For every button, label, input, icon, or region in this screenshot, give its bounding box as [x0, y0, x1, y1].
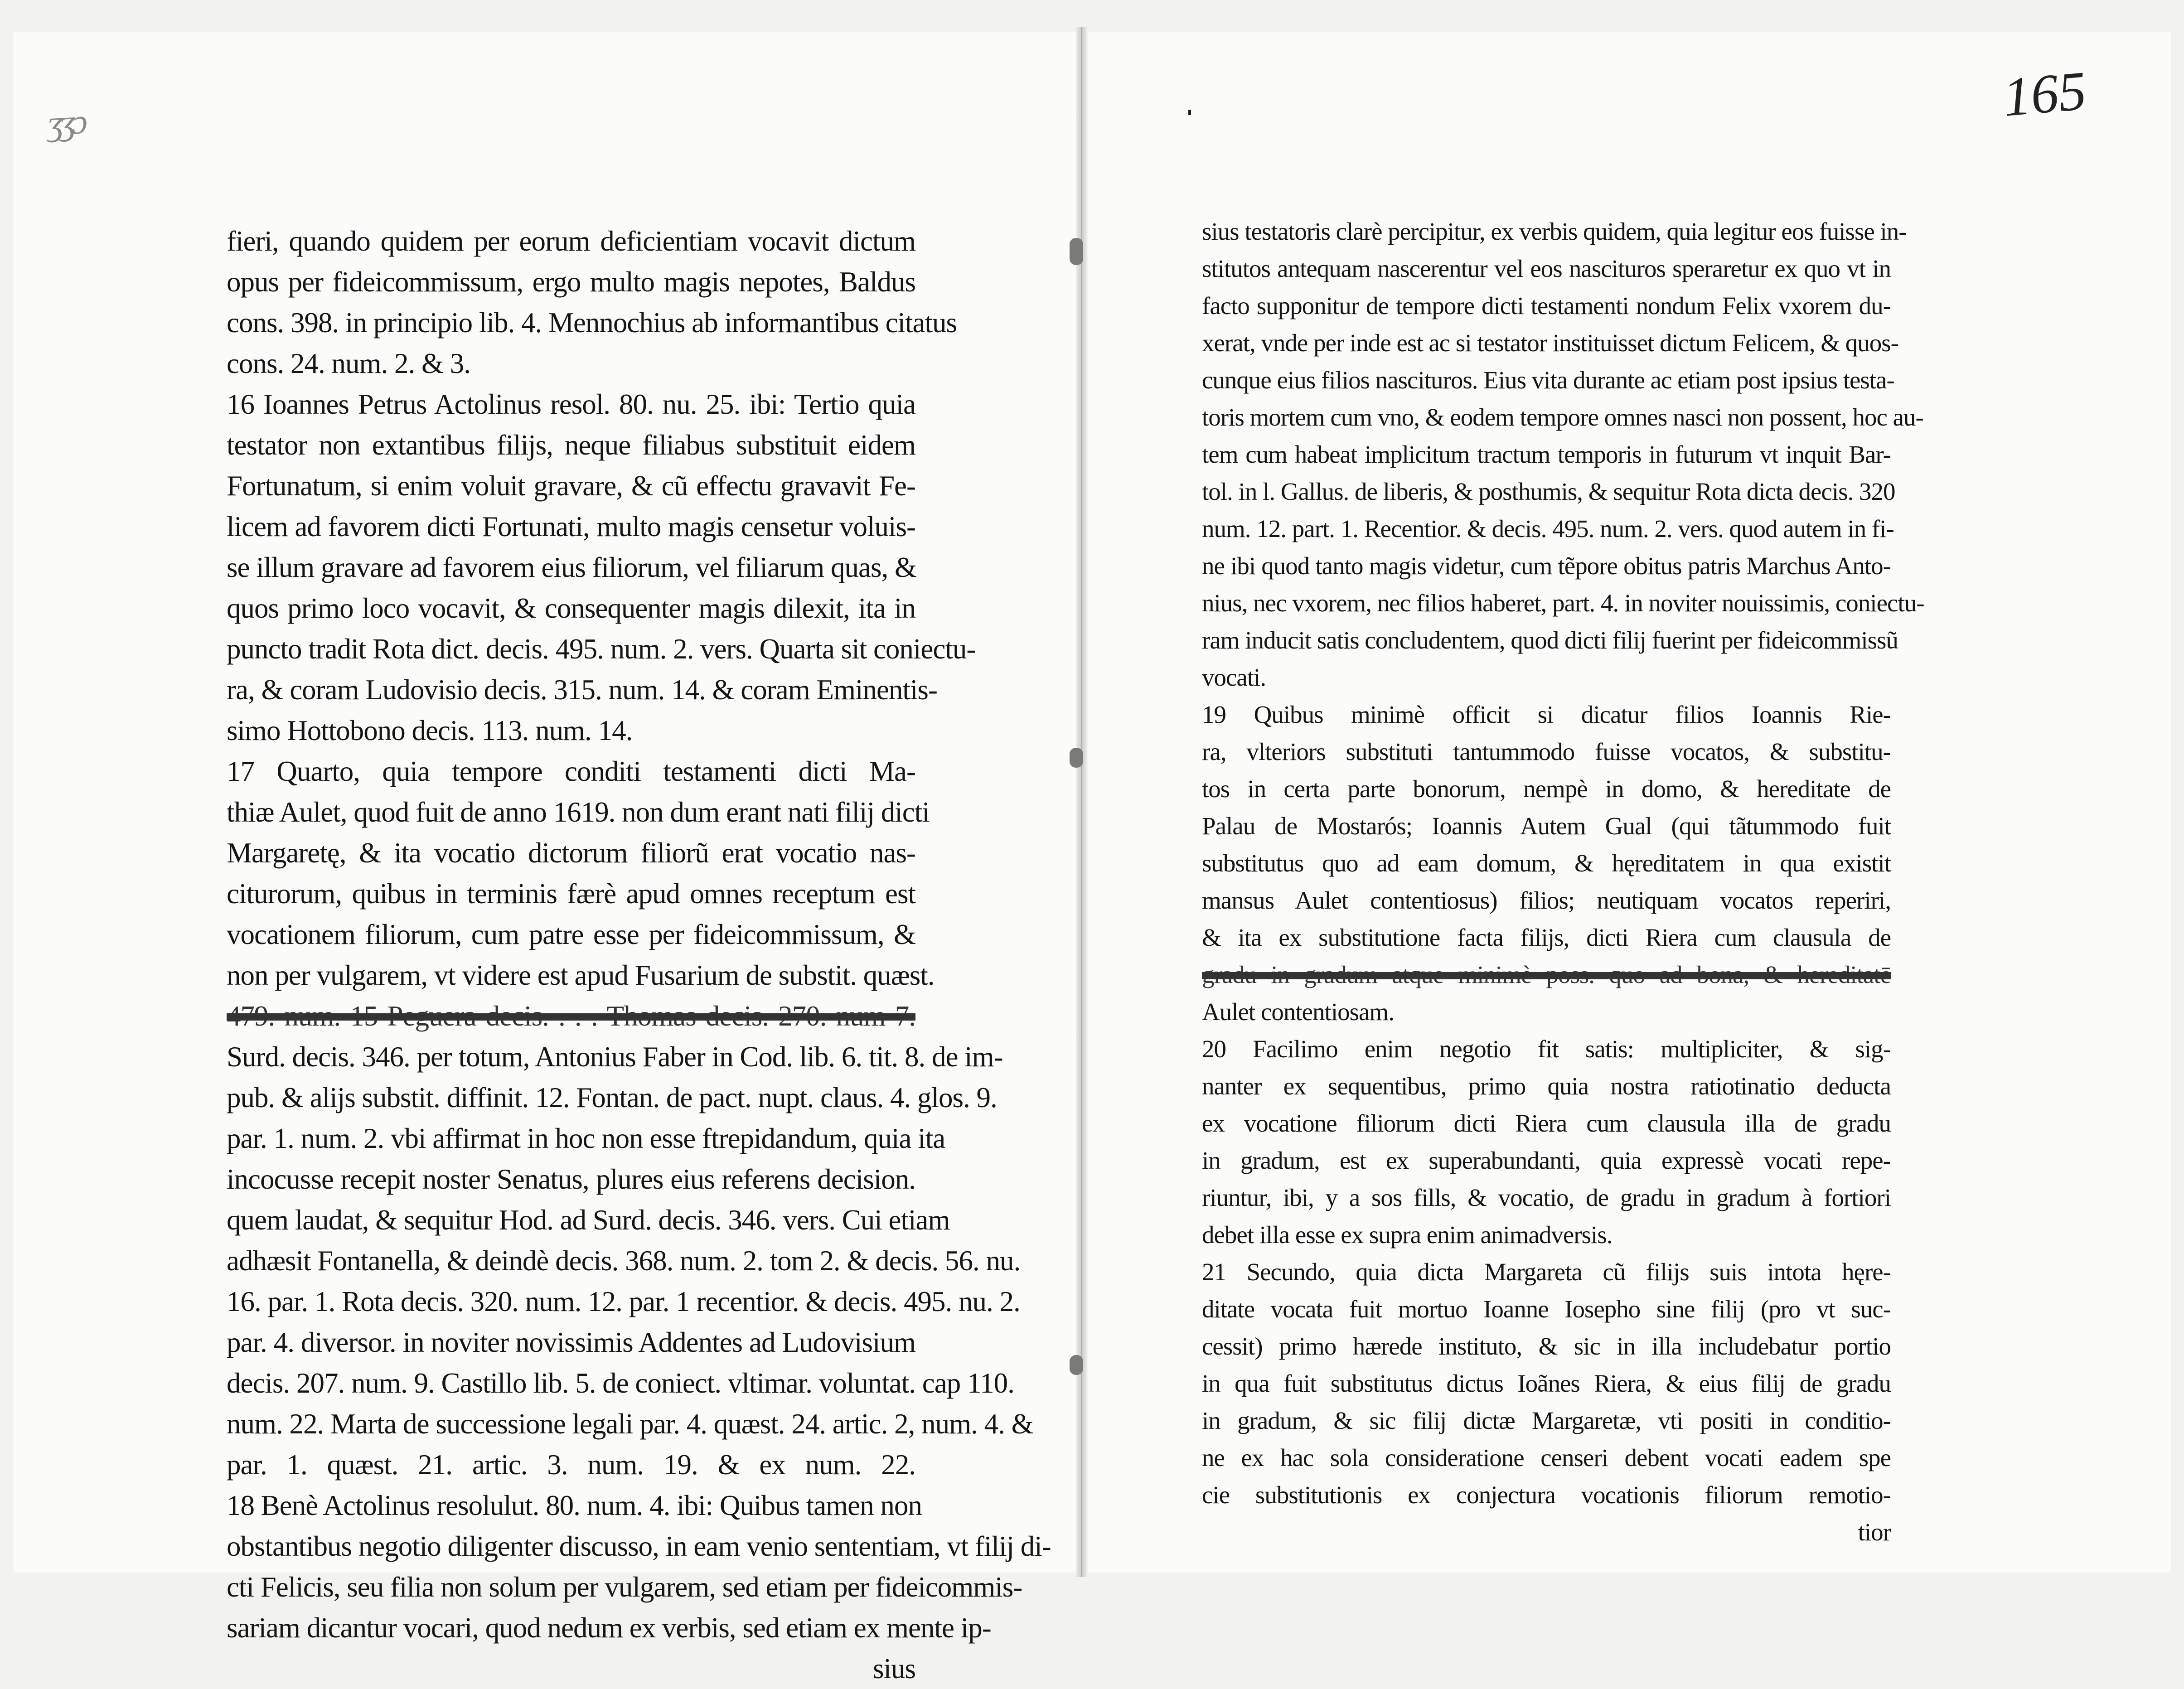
text-line: tem cum habeat implicitum tractum temporis in futurum vt inquit Bar-: [1202, 440, 1891, 468]
text-line: nanter ex sequentibus, primo quia nostra ratiotinatio deducta: [1202, 1072, 1891, 1100]
text-line: cie substitutionis ex conjectura vocationis filiorum remotio-: [1202, 1481, 1891, 1509]
text-line: cti Felicis, seu filia non solum per vulgarem, sed etiam per fideicommis-: [227, 1571, 1022, 1603]
text-line: sariam dicantur vocari, quod nedum ex verbis, sed etiam ex mente ip-: [227, 1612, 991, 1644]
text-line: gradu in gradum atque minimè poss. quo ad bona, & hereditatē: [1202, 961, 1891, 988]
text-line: & ita ex substitutione facta filijs, dicti Riera cum clausula de: [1202, 924, 1891, 951]
page-dot-mark: [1188, 110, 1191, 115]
text-line: cons. 398. in principio lib. 4. Mennochius ab informantibus citatus: [227, 307, 957, 339]
text-line: citurorum, quibus in terminis færè apud omnes receptum est: [227, 878, 915, 910]
text-line: 16 Ioannes Petrus Actolinus resol. 80. nu. 25. ibi: Tertio quia: [227, 388, 915, 420]
corner-marginal-note: ʒʒɔ: [46, 101, 85, 143]
folio-number: 165: [2000, 60, 2089, 128]
text-line: substitutus quo ad eam domum, & hęreditatem in qua existit: [1202, 849, 1891, 877]
text-line: quem laudat, & sequitur Hod. ad Surd. decis. 346. vers. Cui etiam: [227, 1204, 950, 1236]
text-line: cessit) primo hærede instituto, & sic in illa includebatur portio: [1202, 1332, 1891, 1360]
text-line: obstantibus negotio diligenter discusso, in eam venio sententiam, vt filij di-: [227, 1530, 1051, 1562]
text-line: mansus Aulet contentiosus) filios; neutiquam vocatos reperiri,: [1202, 886, 1891, 914]
text-line: opus per fideicommissum, ergo multo magis nepotes, Baldus: [227, 266, 915, 298]
text-line: vocationem filiorum, cum patre esse per fideicommissum, &: [227, 919, 915, 950]
text-line: sius testatoris clarè percipitur, ex verbis quidem, quia legitur eos fuisse in-: [1202, 218, 1907, 245]
text-line: ditate vocata fuit mortuo Ioanne Iosepho sine filij (pro vt suc-: [1202, 1295, 1891, 1323]
text-line: facto supponitur de tempore dicti testamenti nondum Felix vxorem du-: [1202, 292, 1891, 319]
text-line: ra, vlteriors substituti tantummodo fuisse vocatos, & substitu-: [1202, 738, 1891, 765]
text-line: debet illa esse ex supra enim animadversis.: [1202, 1221, 1613, 1249]
text-line: par. 1. quæst. 21. artic. 3. num. 19. & ex num. 22.: [227, 1449, 915, 1481]
text-line: nius, nec vxorem, nec filios haberet, part. 4. in noviter nouissimis, coniectu-: [1202, 589, 1924, 617]
text-line: xerat, vnde per inde est ac si testator instituisset dictum Felicem, & quos-: [1202, 329, 1898, 357]
text-line: stitutos antequam nascerentur vel eos nascituros speraretur ex quo vt in: [1202, 255, 1891, 282]
text-line: non per vulgarem, vt videre est apud Fusarium de substit. quæst.: [227, 959, 935, 991]
text-line: Aulet contentiosam.: [1202, 998, 1394, 1026]
text-line: ra, & coram Ludovisio decis. 315. num. 14. & coram Eminentis-: [227, 674, 937, 706]
text-line: thiæ Aulet, quod fuit de anno 1619. non dum erant nati filij dicti: [227, 796, 930, 828]
text-line: quos primo loco vocavit, & consequenter magis dilexit, ita in: [227, 592, 915, 624]
text-line: Fortunatum, si enim voluit gravare, & cũ effectu gravavit Fe-: [227, 470, 915, 502]
binding-mark: [1070, 238, 1083, 265]
text-line: num. 22. Marta de successione legali par. 4. quæst. 24. artic. 2, num. 4. &: [227, 1408, 1033, 1440]
text-line: vocati.: [1202, 663, 1266, 691]
text-line: par. 1. num. 2. vbi affirmat in hoc non esse ftrepidandum, quia ita: [227, 1123, 945, 1154]
text-line: Surd. decis. 346. per totum, Antonius Faber in Cod. lib. 6. tit. 8. de im-: [227, 1041, 1003, 1073]
text-line: 21 Secundo, quia dicta Margareta cũ filijs suis intota hęre-: [1202, 1258, 1891, 1286]
text-line: simo Hottobono decis. 113. num. 14.: [227, 715, 633, 746]
text-line: toris mortem cum vno, & eodem tempore omnes nasci non possent, hoc au-: [1202, 403, 1923, 431]
binding-mark: [1070, 748, 1083, 768]
text-line: ex vocatione filiorum dicti Riera cum clausula illa de gradu: [1202, 1109, 1891, 1137]
left-text-column: [227, 221, 1051, 1684]
text-line: testator non extantibus filijs, neque filiabus substituit eidem: [227, 429, 915, 461]
text-line: in qua fuit substitutus dictus Ioãnes Riera, & eius filij de gradu: [1202, 1370, 1891, 1397]
text-line: riuntur, ibi, y a sos fills, & vocatio, de gradu in gradum à fortiori: [1202, 1184, 1891, 1211]
text-line: pub. & alijs substit. diffinit. 12. Fontan. de pact. nupt. claus. 4. glos. 9.: [227, 1082, 997, 1113]
text-line: cunque eius filios nascituros. Eius vita durante ac etiam post ipsius testa-: [1202, 366, 1894, 394]
text-line: in gradum, est ex superabundanti, quia expressè vocati repe-: [1202, 1147, 1891, 1174]
text-line: incocusse recepit noster Senatus, plures eius referens decision.: [227, 1163, 915, 1195]
text-line: ne ibi quod tanto magis videtur, cum tẽpore obitus patris Marchus Anto-: [1202, 552, 1891, 580]
text-line: cons. 24. num. 2. & 3.: [227, 348, 470, 379]
text-line: fieri, quando quidem per eorum deficientiam vocavit dictum: [227, 225, 915, 257]
text-line: 17 Quarto, quia tempore conditi testamenti dicti Ma-: [227, 755, 915, 787]
text-line: adhæsit Fontanella, & deindè decis. 368. num. 2. tom 2. & decis. 56. nu.: [227, 1245, 1021, 1277]
text-line: 19 Quibus minimè officit si dicatur filios Ioannis Rie-: [1202, 701, 1891, 728]
text-line: 18 Benè Actolinus resolulut. 80. num. 4. ibi: Quibus tamen non: [227, 1490, 922, 1521]
text-line: tol. in l. Gallus. de liberis, & posthumis, & sequitur Rota dicta decis. 320: [1202, 478, 1895, 505]
text-line: se illum gravare ad favorem eius filiorum, vel filiarum quas, &: [227, 552, 917, 583]
text-line: par. 4. diversor. in noviter novissimis Addentes ad Ludovisium: [227, 1326, 915, 1358]
right-text-column: [1202, 213, 1924, 1546]
text-line: licem ad favorem dicti Fortunati, multo magis censetur voluis-: [227, 511, 915, 542]
text-line: 16. par. 1. Rota decis. 320. num. 12. par. 1 recentior. & decis. 495. nu. 2.: [227, 1286, 1020, 1317]
text-line: Margaretę, & ita vocatio dictorum filiorũ erat vocatio nas-: [227, 837, 915, 869]
text-line: 20 Facilimo enim negotio fit satis: multipliciter, & sig-: [1202, 1035, 1891, 1063]
text-line: num. 12. part. 1. Recentior. & decis. 495. num. 2. vers. quod autem in fi-: [1202, 515, 1894, 542]
text-line: 479. num. 15 Peguera decis. . . . Thomas decis. 270. num 7.: [227, 1000, 915, 1032]
text-line: Palau de Mostarós; Ioannis Autem Gual (qui tãtummodo fuit: [1202, 812, 1891, 840]
text-line: decis. 207. num. 9. Castillo lib. 5. de coniect. vltimar. voluntat. cap 110.: [227, 1367, 1014, 1399]
text-line: ne ex hac sola consideratione censeri debent vocati eadem spe: [1202, 1444, 1891, 1471]
text-line: tos in certa parte bonorum, nempè in domo, & hereditate de: [1202, 775, 1891, 803]
binding-mark: [1070, 1355, 1083, 1375]
text-line: sius: [872, 1653, 915, 1684]
text-line: puncto tradit Rota dict. decis. 495. num. 2. vers. Quarta sit coniectu-: [227, 633, 976, 665]
text-line: tior: [1858, 1518, 1891, 1546]
text-line: in gradum, & sic filij dictæ Margaretæ, vti positi in conditio-: [1202, 1407, 1891, 1434]
text-line: ram inducit satis concludentem, quod dicti filij fuerint per fideicommissũ: [1202, 626, 1898, 654]
